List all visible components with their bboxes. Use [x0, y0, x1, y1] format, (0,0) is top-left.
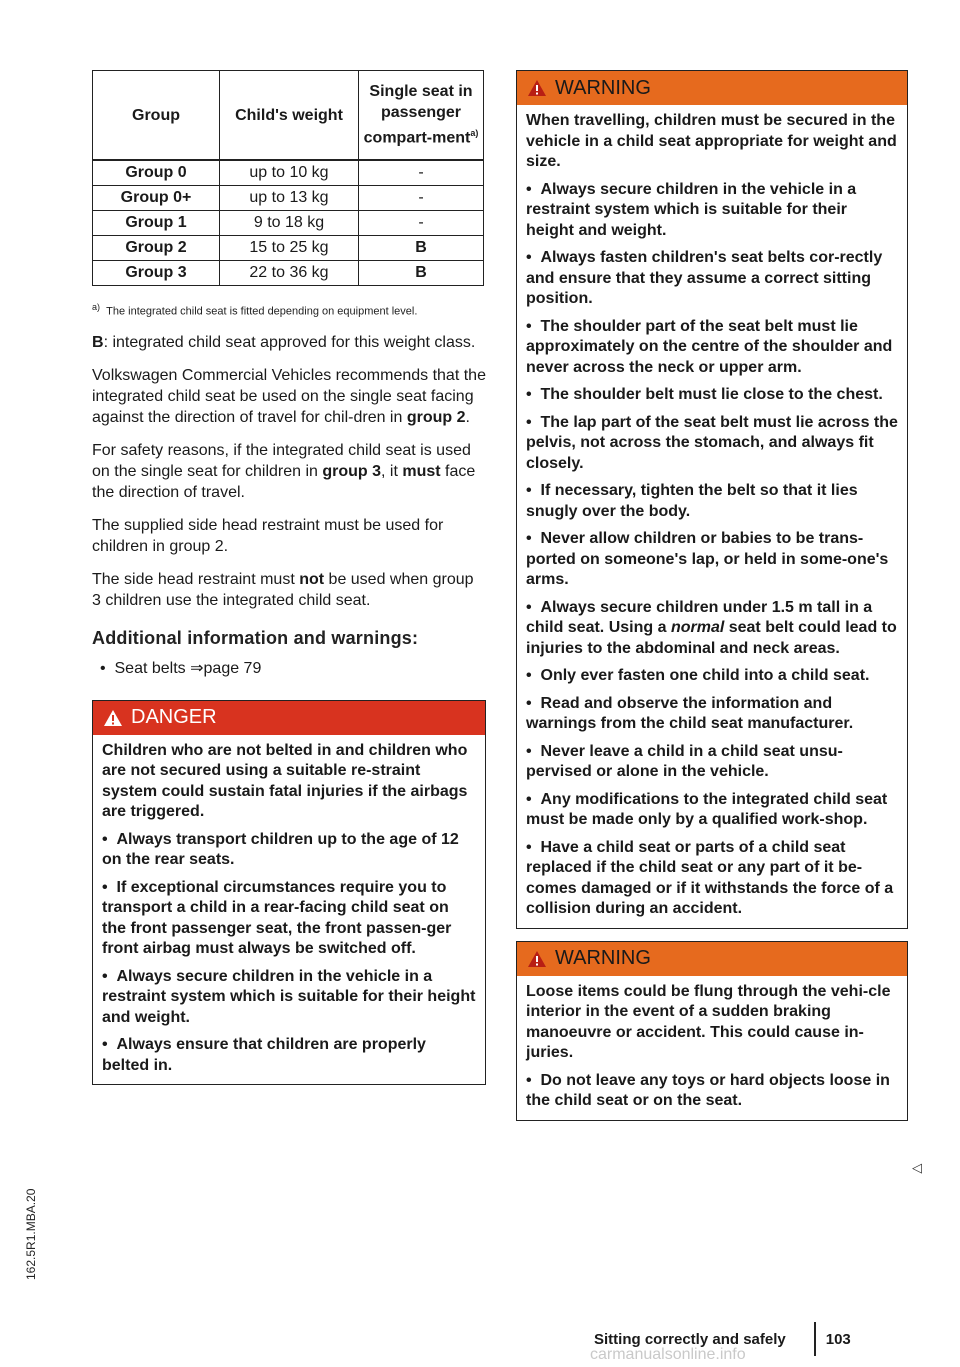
- warning-body: [517, 976, 907, 1120]
- table-cell: 22 to 36 kg: [220, 261, 359, 286]
- paragraph-b-definition: B: integrated child seat approved for this weight class.: [92, 333, 476, 351]
- table-cell: Group 0: [93, 160, 220, 186]
- paragraph-side-head-restraint-not: The side head restraint must not be used when group 3 children use the integrated child seat.: [92, 570, 474, 609]
- header-childs-weight: Child's weight: [220, 71, 359, 161]
- warning-header: [517, 71, 907, 105]
- table-cell: Group 0+: [93, 186, 220, 211]
- warning-box-children: [516, 70, 908, 929]
- list-item: • Only ever fasten one child into a child seat.: [526, 667, 870, 684]
- table-header-row: [93, 71, 484, 161]
- list-item: • Always transport children up to the age of 12 on the rear seats.: [102, 830, 459, 869]
- warning-triangle-icon: [527, 950, 547, 968]
- header-single-seat: Single seat in passenger compart-ment$^{a)}$: [359, 71, 484, 161]
- list-item: • The shoulder belt must lie close to the chest.: [526, 386, 883, 403]
- list-item: • Always secure children under 1.5 m tall in a child seat. Using a normal seat belt could lead to injuries to the abdominal and neck areas.: [526, 598, 897, 657]
- table-cell: -: [359, 211, 484, 236]
- warning-title: WARNING: [555, 76, 651, 99]
- child-seat-table: [92, 70, 484, 286]
- danger-intro: Children who are not belted in and children who are not secured using a suitable re-straint system could sustain fatal injuries if the airbags are triggered.: [102, 741, 468, 821]
- page-reference-link[interactable]: page 79: [203, 659, 262, 677]
- list-item: • Have a child seat or parts of a child seat replaced if the child seat or any part of it be-comes damaged or if it withstands the force of a collision during an accident.: [526, 838, 894, 917]
- list-item: • Always ensure that children are properly belted in.: [102, 1036, 426, 1074]
- additional-info-heading: Additional information and warnings:: [92, 627, 419, 648]
- paragraph-safety-reasons: For safety reasons, if the integrated child seat is used on the single seat for children in group 3, it must face the direction of travel.: [92, 441, 476, 501]
- arrow-right-icon: ⇒: [190, 659, 204, 677]
- list-item: • The shoulder part of the seat belt must lie approximately on the centre of the shoulder and never across the neck or upper arm.: [526, 317, 893, 376]
- table-cell: 9 to 18 kg: [220, 211, 359, 236]
- table-cell: -: [359, 186, 484, 211]
- list-item: • Read and observe the information and warnings from the child seat manufacturer.: [526, 694, 854, 732]
- watermark: carmanualsonline.info: [590, 1346, 746, 1363]
- list-item: • Do not leave any toys or hard objects loose in the child seat or on the seat.: [526, 1071, 890, 1109]
- list-item: • Never leave a child in a child seat unsu-pervised or alone in the vehicle.: [526, 742, 843, 780]
- table-row: [93, 236, 484, 261]
- table-row: [93, 211, 484, 236]
- warning-body: [517, 105, 907, 928]
- table-cell: Group 2: [93, 236, 220, 261]
- danger-box: [92, 700, 486, 1086]
- footer-divider: [814, 1322, 816, 1356]
- header-group: Group: [93, 71, 220, 161]
- paragraph-recommendation: Volkswagen Commercial Vehicles recommends that the integrated child seat be used on the single seat facing against the direction of travel for chil-dren in group 2.: [92, 366, 486, 426]
- warning-intro: Loose items could be flung through the vehi-cle interior in the event of a sudden braking manoeuvre or accident. This could cause in-juries.: [526, 982, 891, 1061]
- list-item: • Any modifications to the integrated child seat must be made only by a qualified work-shop.: [526, 790, 888, 828]
- left-column: [92, 70, 486, 1085]
- warning-title: WARNING: [555, 947, 651, 969]
- list-item: • Never allow children or babies to be trans-ported on someone's lap, or held in some-one's arms.: [526, 530, 889, 588]
- table-cell: B: [359, 236, 484, 261]
- footnote-mark: a): [470, 128, 479, 139]
- danger-body: [93, 735, 485, 1085]
- table-cell: up to 10 kg: [220, 160, 359, 186]
- page-number: 103: [825, 1330, 851, 1348]
- warning-intro: When travelling, children must be secured in the vehicle in a child seat appropriate for weight and size.: [526, 112, 897, 170]
- table-cell: -: [359, 160, 484, 186]
- list-item: • Always secure children in the vehicle in a restraint system which is suitable for their height and weight.: [526, 180, 857, 239]
- danger-title: DANGER: [131, 706, 217, 729]
- footer-section-title: Sitting correctly and safely: [594, 1330, 786, 1348]
- table-cell: up to 13 kg: [220, 186, 359, 211]
- warning-header: [517, 942, 907, 976]
- table-cell: B: [359, 261, 484, 286]
- warning-triangle-icon: [527, 79, 547, 97]
- seat-belts-reference: • Seat belts ⇒page 79: [100, 659, 262, 677]
- table-row: [93, 186, 484, 211]
- section-end-icon: ◁: [912, 1160, 922, 1175]
- table-row: [93, 261, 484, 286]
- table-cell: Group 1: [93, 211, 220, 236]
- table-footnote: $^{a)}$ The integrated child seat is fitted depending on equipment level.: [92, 302, 418, 318]
- table-row: [93, 160, 484, 186]
- paragraph-side-head-restraint: The supplied side head restraint must be used for children in group 2.: [92, 516, 444, 555]
- list-item: • Always fasten children's seat belts cor-rectly and ensure that they assume a correct sitting position.: [526, 249, 883, 307]
- document-code: 162.5R1.MBA.20: [24, 1188, 38, 1280]
- table-cell: 15 to 25 kg: [220, 236, 359, 261]
- right-column: [516, 70, 908, 1121]
- danger-header: [93, 701, 485, 735]
- warning-box-loose-items: [516, 941, 908, 1121]
- list-item: • The lap part of the seat belt must lie across the pelvis, not across the stomach, and always fit closely.: [526, 413, 898, 472]
- list-item: • Always secure children in the vehicle in a restraint system which is suitable for their height and weight.: [102, 967, 476, 1026]
- list-item: • If necessary, tighten the belt so that it lies snugly over the body.: [526, 482, 858, 520]
- list-item: • If exceptional circumstances require you to transport a child in a rear-facing child seat on the front passenger seat, the front passen-ger front airbag must always be switched off.: [102, 878, 452, 958]
- table-cell: Group 3: [93, 261, 220, 286]
- warning-triangle-icon: [103, 709, 123, 727]
